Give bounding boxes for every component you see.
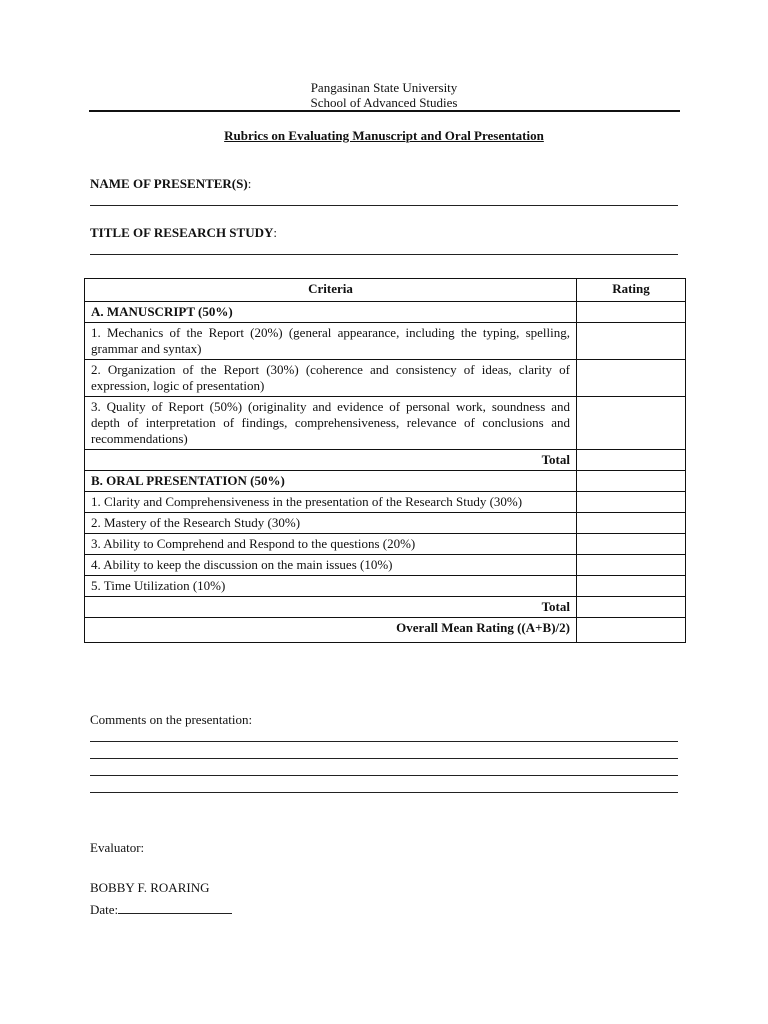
university-name: Pangasinan State University [310,80,458,95]
section-b-total-label: Total [85,597,577,618]
rubric-table [84,278,686,643]
section-b-title: B. ORAL PRESENTATION (50%) [85,471,577,492]
school-name: School of Advanced Studies [310,95,458,110]
presenter-label-text: NAME OF PRESENTER(S) [90,176,248,191]
criterion-b3: 3. Ability to Comprehend and Respond to the questions (20%) [85,534,577,555]
table-row [85,513,686,534]
criterion-b1: 1. Clarity and Comprehensiveness in the presentation of the Research Study (30%) [85,492,577,513]
criterion-b2: 2. Mastery of the Research Study (30%) [85,513,577,534]
date-blank-line[interactable] [118,901,232,914]
title-label-colon: : [273,225,277,240]
rating-cell[interactable] [577,471,686,492]
table-row [85,492,686,513]
comment-line[interactable] [90,775,678,776]
evaluator-name: BOBBY F. ROARING [90,880,210,895]
rating-cell[interactable] [577,513,686,534]
presenter-field-label [90,176,251,192]
header-divider [89,110,680,112]
presenter-blank-line[interactable] [90,205,678,206]
document-title: Rubrics on Evaluating Manuscript and Oral Presentation [224,128,544,143]
section-a-row [85,302,686,323]
rating-cell[interactable] [577,302,686,323]
comment-line[interactable] [90,741,678,742]
criterion-b5: 5. Time Utilization (10%) [85,576,577,597]
overall-mean-label: Overall Mean Rating ((A+B)/2) [85,618,577,643]
section-b-row [85,471,686,492]
section-a-total-row [85,450,686,471]
overall-row [85,618,686,643]
section-a-total-label: Total [85,450,577,471]
criterion-a1: 1. Mechanics of the Report (20%) (general appearance, including the typing, spelling, grammar and syntax) [85,323,577,360]
rating-cell[interactable] [577,450,686,471]
rating-cell[interactable] [577,576,686,597]
comment-line[interactable] [90,758,678,759]
table-row [85,555,686,576]
rating-cell[interactable] [577,618,686,643]
table-row [85,397,686,450]
criteria-header: Criteria [85,279,577,302]
criterion-a2: 2. Organization of the Report (30%) (coherence and consistency of ideas, clarity of expression, logic of presentation) [85,360,577,397]
rating-cell[interactable] [577,360,686,397]
section-b-total-row [85,597,686,618]
date-label: Date: [90,902,119,917]
criterion-b4: 4. Ability to keep the discussion on the main issues (10%) [85,555,577,576]
rating-cell[interactable] [577,555,686,576]
section-a-title: A. MANUSCRIPT (50%) [85,302,577,323]
title-blank-line[interactable] [90,254,678,255]
comment-line[interactable] [90,792,678,793]
table-row [85,534,686,555]
table-row [85,576,686,597]
table-header-row [85,279,686,302]
rating-cell[interactable] [577,597,686,618]
evaluator-label: Evaluator: [90,840,145,855]
rating-cell[interactable] [577,492,686,513]
table-row [85,360,686,397]
rating-cell[interactable] [577,397,686,450]
title-field-label [90,225,277,241]
comments-label: Comments on the presentation: [90,712,253,727]
rating-header: Rating [577,279,686,302]
date-row [90,901,232,918]
rating-cell[interactable] [577,323,686,360]
criterion-a3: 3. Quality of Report (50%) (originality and evidence of personal work, soundness and depth of interpretation of findings, comprehensiveness, relevance of conclusions and recommendations) [85,397,577,450]
rating-cell[interactable] [577,534,686,555]
presenter-label-colon: : [247,176,252,191]
title-label-text: TITLE OF RESEARCH STUDY [90,225,274,240]
document-header [0,80,768,110]
table-row [85,323,686,360]
